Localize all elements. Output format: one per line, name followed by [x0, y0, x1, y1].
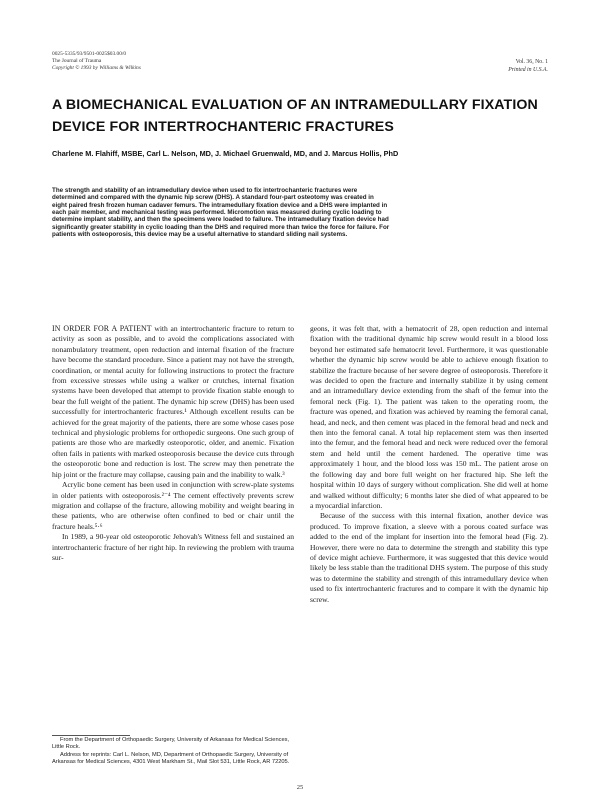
paragraph-text: In 1989, a 90-year old osteoporotic Jehovah's Witness fell and sustained an intertrochanteric fracture of her right hip. In reviewing the problem with trauma sur-	[52, 532, 294, 562]
article-title: A BIOMECHANICAL EVALUATION OF AN INTRAMEDULLARY FIXATION DEVICE FOR INTERTROCHANTERIC FRACTURES	[52, 97, 538, 135]
journal-header-left	[52, 51, 141, 72]
footnote-divider	[52, 735, 130, 736]
paragraph	[52, 532, 294, 563]
header-volume: Vol. 36, No. 1	[515, 59, 548, 65]
paragraph-text: with an intertrochanteric fracture to return to activity as soon as possible, and to avoid the complications associated with nonambulatory treatment, open reduction and internal fixation of the fracture have become the standard procedure. Since a patient may not have the strength, coordination, or mental acuity for following instructions to protect the fracture from excessive stresses while using a walker or crutches, internal fixation systems have been developed that attempt to provide fixation stable enough to bear the full weight of the patient. The dynamic hip screw (DHS) has been used successfully for intertrochanteric fractures.¹ Although excellent results can be achieved for the great majority of the patients, there are some whose cases pose technical and physiologic problems for orthopedic surgeons. One such group of patients are those who are markedly osteoporotic, older, and anemic. Fixation often fails in patients with marked osteoporosis because the device cuts through the osteoporotic bone and reduction is lost. The screw may then penetrate the hip joint or the fracture may collapse, causing pain and the inability to walk.³	[52, 324, 294, 479]
header-copyright: Copyright © 1993 by Williams & Wilkins	[52, 65, 141, 71]
header-issn: 0025-5335/93/9501-0025$03.00/0	[52, 51, 127, 57]
footnotes	[52, 737, 294, 767]
header-printed: Printed in U.S.A.	[508, 66, 548, 73]
body-column-right	[310, 324, 548, 605]
paragraph: Because of the success with this internal fixation, another device was produced. To improve fixation, a sleeve with a porous coated surface was added to the end of the implant for insertion into the femoral head (Fig. 2). However, there were no data to determine the strength and stability this type of device might achieve. Furthermore, it was suggested that this device would likely be less stable than the traditional DHS system. The purpose of this study was to determine the stability and strength of this intramedullary device when used to fix intertrochanteric fractures and to compare it with the dynamic hip screw.	[310, 511, 548, 604]
header-journal-name: The Journal of Trauma	[52, 58, 102, 64]
journal-header-right	[508, 59, 548, 74]
body-column-left	[52, 324, 294, 563]
paragraph-text: Acrylic bone cement has been used in conjunction with screw-plate systems in older patients with osteoporosis.²⁻⁴ The cement effectively prevents screw migration and collapse of the fracture, allowing mobility and weight bearing in these patients, who are otherwise often confined to bed or chair until the fracture heals.⁵·⁶	[52, 480, 294, 531]
paragraph: geons, it was felt that, with a hematocrit of 28, open reduction and internal fixation with the traditional dynamic hip screw would result in a blood loss beyond her estimated safe hematocrit level. Furthermore, it was questionable whether the dynamic hip screw would be able to achieve enough fixation to stabilize the fracture because of her severe degree of osteoporosis. Therefore it was decided to open the fracture and internally stabilize it by using cement and an intramedullary device extending from the shaft of the femur into the femoral neck (Fig. 1). The patient was taken to the operating room, the fracture was opened, and fixation was achieved by reaming the femoral canal, head, and neck, and then cement was placed in the femoral head and neck and then into the femoral canal. A total hip replacement stem was then inserted into the femur, and the femoral head and neck were reduced over the femoral stem and held until the cement hardened. The operative time was approximately 1 hour, and the blood loss was 150 mL. The patient arose on the following day and bore full weight on her fractured hip. She left the hospital within 10 days of surgery without complication. She did well at home and walked without difficulty; 6 months later she died of what appeared to be a myocardial infarction.	[310, 324, 548, 510]
lead-in-text: IN ORDER FOR A PATIENT	[52, 324, 152, 333]
author-list: Charlene M. Flahiff, MSBE, Carl L. Nelson, MD, J. Michael Gruenwald, MD, and J. Marcus Hollis, PhD	[52, 149, 399, 158]
footnote-reprints: Address for reprints: Carl L. Nelson, MD, Department of Orthopaedic Surgery, University of Arkansas for Medical Sciences, 4301 West Markham St., Mail Slot 531, Little Rock, AR 72205.	[52, 752, 290, 766]
page-number: 25	[296, 784, 304, 791]
abstract: The strength and stability of an intramedullary device when used to fix intertrochanteric fractures were determined and compared with the dynamic hip screw (DHS). A standard four-part osteotomy was created in eight paired fresh frozen human cadaver femurs. The intramedullary fixation device and a DHS were implanted in each pair member, and mechanical testing was performed. Micromotion was measured during cyclic loading to determine implant stability, and then the specimens were loaded to failure. The intramedullary fixation device had significantly greater stability in cyclic loading than the DHS and required more than twice the force for failure. For patients with osteoporosis, this device may be a useful alternative to standard sliding nail systems.	[52, 187, 390, 239]
paragraph	[52, 480, 294, 532]
paragraph	[52, 324, 294, 480]
footnote-affiliation: From the Department of Orthopaedic Surgery, University of Arkansas for Medical Sciences, Little Rock.	[52, 737, 290, 751]
